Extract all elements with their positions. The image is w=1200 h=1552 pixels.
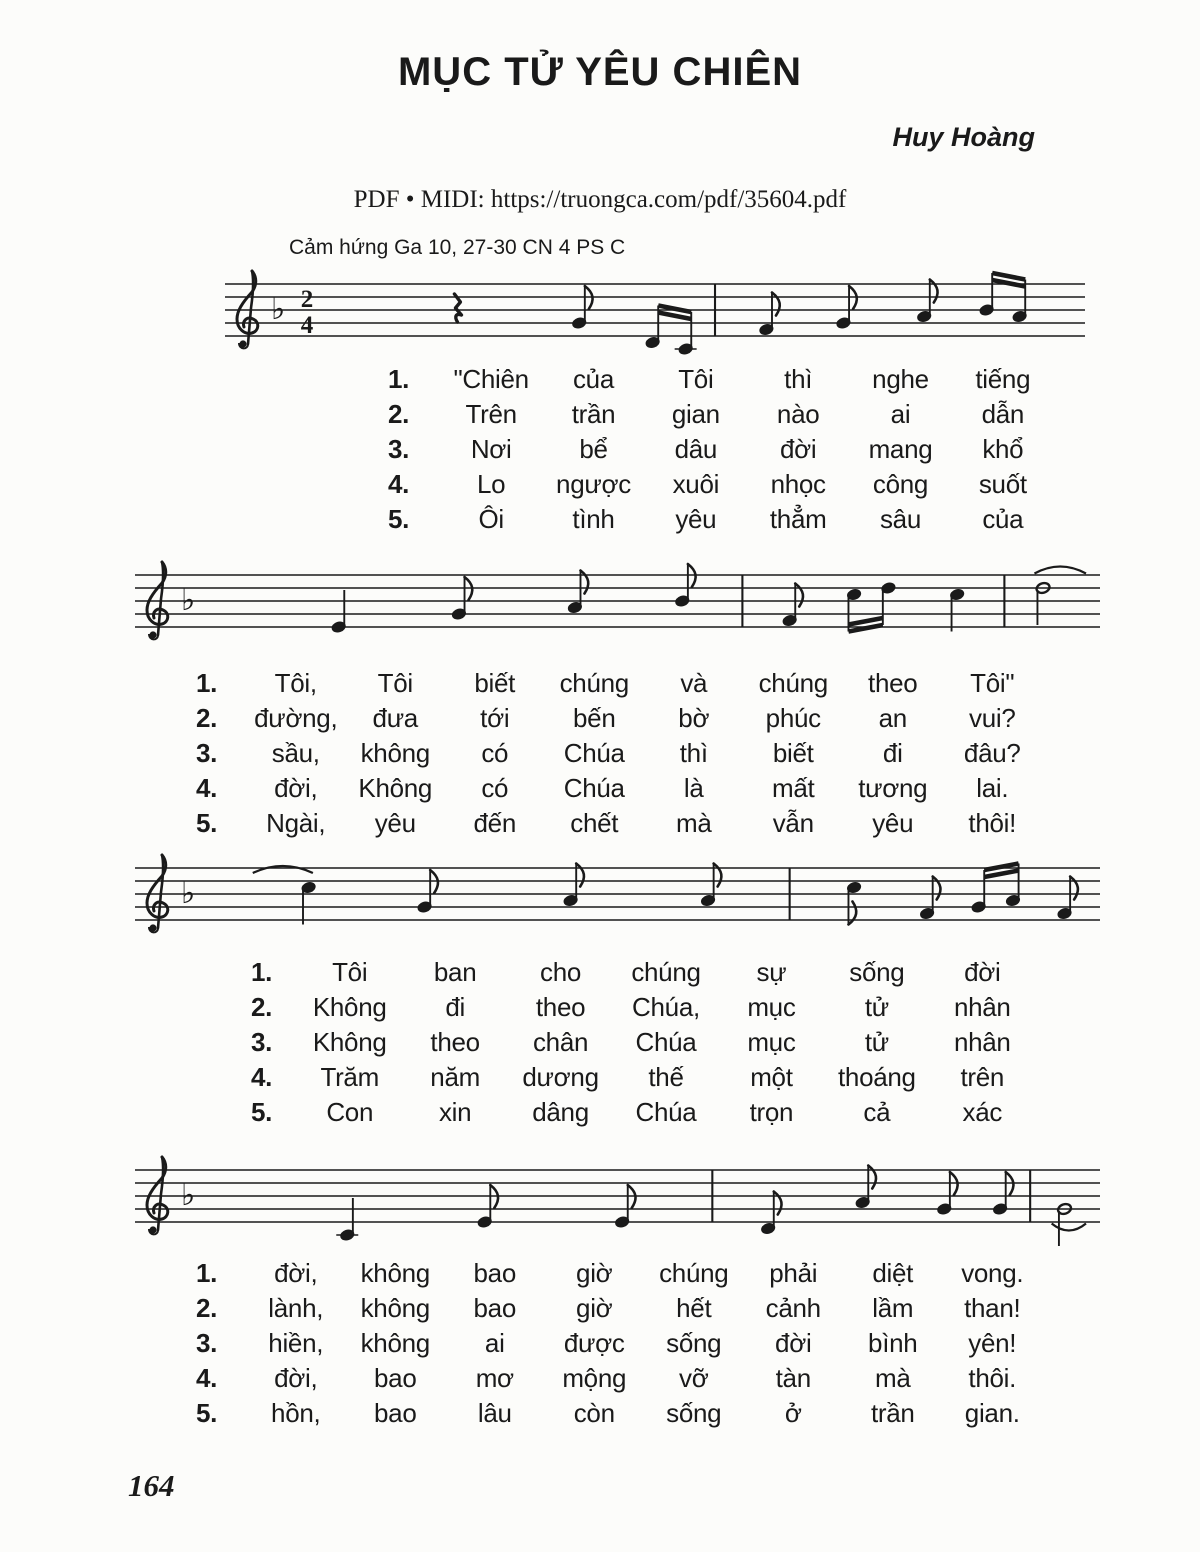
lyric-word: vỡ	[679, 1363, 709, 1393]
lyric-word: trên	[960, 1062, 1005, 1092]
lyric-word: dâu	[674, 434, 718, 464]
lyrics-block-4	[190, 1256, 1042, 1431]
lyric-word: đời,	[274, 773, 318, 803]
lyric-word: không	[360, 1328, 430, 1358]
lyric-word: đưa	[372, 703, 418, 733]
lyric-word: ở	[784, 1398, 802, 1428]
lyric-word: của	[572, 364, 614, 394]
lyric-word: đi	[445, 992, 465, 1022]
beam	[984, 864, 1018, 871]
lyric-word: ai	[484, 1328, 505, 1358]
lyric-word: là	[683, 773, 704, 803]
verse-number: 2.	[196, 703, 218, 733]
lyric-word: tàn	[775, 1363, 811, 1393]
lyric-word: Chúa	[635, 1097, 697, 1127]
eighth-flag	[868, 1166, 876, 1189]
lyric-word: nhân	[953, 1027, 1011, 1057]
verse-number: 3.	[196, 738, 218, 768]
lyric-word: đi	[882, 738, 903, 768]
lyric-word: mà	[675, 808, 712, 838]
lyric-word: theo	[868, 668, 918, 698]
verse-number: 5.	[196, 808, 218, 838]
lyric-word: tiếng	[975, 364, 1031, 394]
treble-clef-icon	[147, 562, 168, 624]
tie	[1052, 1224, 1086, 1231]
lyric-word: sống	[666, 1328, 722, 1358]
flat-sign: ♭	[181, 876, 196, 911]
verse-number: 2.	[388, 399, 410, 429]
eighth-flag	[580, 571, 588, 594]
lyric-word: theo	[430, 1027, 480, 1057]
lyric-word: sống	[849, 957, 905, 987]
lyric-word: "Chiên	[453, 364, 529, 394]
lyric-word: sâu	[879, 504, 921, 534]
song-title: MỤC TỬ YÊU CHIÊN	[397, 50, 803, 94]
eighth-flag	[576, 864, 584, 887]
lyric-word: sống	[666, 1398, 722, 1428]
lyric-word: Không	[358, 773, 433, 803]
lyric-word: tử	[864, 992, 889, 1022]
beam	[658, 306, 691, 313]
verse-number: 1.	[251, 957, 273, 987]
lyric-word: xác	[962, 1097, 1003, 1127]
beam	[992, 280, 1025, 287]
verse-number: 3.	[196, 1328, 218, 1358]
verse-number: 5.	[196, 1398, 218, 1428]
lyric-word: Chúa	[563, 738, 625, 768]
lyric-word: gian	[671, 399, 720, 429]
lyric-word: mang	[868, 434, 933, 464]
lyric-word: bao	[473, 1258, 516, 1288]
verse-number: 5.	[251, 1097, 273, 1127]
composer-credit: Huy Hoàng	[892, 122, 1035, 152]
pdf-midi-link[interactable]: PDF • MIDI: https://truongca.com/pdf/35604.pdf	[353, 186, 847, 213]
lyric-word: sự	[756, 957, 787, 987]
lyric-word: cả	[863, 1097, 891, 1127]
eighth-flag	[714, 864, 722, 887]
flat-sign: ♭	[271, 292, 286, 327]
lyric-word: xuôi	[672, 469, 720, 499]
lyric-word: Con	[326, 1097, 374, 1127]
lyric-word: của	[982, 504, 1024, 534]
lyric-word: Nơi	[470, 434, 512, 464]
lyric-word: đời	[779, 434, 817, 464]
lyric-word: bao	[374, 1398, 417, 1428]
lyric-word: thoáng	[837, 1062, 916, 1092]
verse-number: 4.	[196, 773, 218, 803]
lyric-word: mộng	[562, 1363, 627, 1393]
lyric-word: nào	[776, 399, 820, 429]
lyric-word: đời	[775, 1328, 812, 1358]
eighth-flag	[930, 280, 938, 303]
lyric-word: yên!	[968, 1328, 1017, 1358]
lyric-word: và	[680, 668, 708, 698]
lyric-word: an	[878, 703, 907, 733]
lyric-word: lâu	[477, 1398, 512, 1428]
beam	[992, 273, 1025, 280]
lyric-word: không	[360, 1293, 430, 1323]
lyric-word: phúc	[765, 703, 821, 733]
treble-clef-icon	[237, 271, 258, 333]
verse-number: 5.	[388, 504, 410, 534]
flat-sign: ♭	[181, 583, 196, 618]
staff-3	[135, 836, 1100, 954]
lyric-word: cảnh	[765, 1293, 821, 1323]
lyric-word: Ôi	[478, 504, 504, 534]
flat-sign: ♭	[181, 1178, 196, 1213]
lyric-word: được	[563, 1328, 625, 1358]
lyric-word: chết	[570, 808, 619, 838]
lyric-word: biết	[772, 738, 814, 768]
eighth-flag	[795, 584, 803, 607]
lyric-word: nhân	[953, 992, 1011, 1022]
staff-1	[225, 252, 1085, 370]
lyric-word: chúng	[659, 1258, 729, 1288]
lyric-word: Tôi	[377, 668, 413, 698]
lyric-word: mơ	[475, 1363, 514, 1393]
verse-number: 2.	[251, 992, 273, 1022]
lyric-word: Tôi"	[970, 668, 1015, 698]
eighth-flag	[933, 877, 941, 900]
lyric-word: vui?	[969, 703, 1016, 733]
lyric-word: đời	[964, 957, 1001, 987]
beam	[848, 618, 882, 625]
lyric-word: biết	[474, 668, 516, 698]
lyric-word: công	[872, 469, 929, 499]
lyric-word: Trăm	[320, 1062, 379, 1092]
lyric-word: hết	[676, 1293, 712, 1323]
lyric-word: có	[481, 773, 509, 803]
lyric-word: giờ	[576, 1293, 613, 1323]
eighth-flag	[774, 1192, 782, 1215]
lyric-word: còn	[573, 1398, 615, 1428]
beam	[848, 625, 882, 632]
lyric-word: chúng	[559, 668, 629, 698]
treble-clef-icon	[147, 855, 168, 917]
lyrics-block-2	[190, 666, 1042, 841]
lyric-word: dâng	[532, 1097, 589, 1127]
lyric-word: lai.	[976, 773, 1009, 803]
lyric-word: gian.	[964, 1398, 1020, 1428]
lyric-word: chúng	[631, 957, 701, 987]
lyric-word: Chúa	[635, 1027, 697, 1057]
lyric-word: không	[360, 738, 430, 768]
lyric-word: diệt	[872, 1258, 914, 1288]
lyric-word: trọn	[749, 1097, 794, 1127]
treble-clef-icon	[147, 1157, 168, 1219]
lyric-word: đời,	[274, 1363, 318, 1393]
lyric-word: thôi.	[968, 1363, 1017, 1393]
lyric-word: Lo	[477, 469, 506, 499]
lyric-word: năm	[430, 1062, 480, 1092]
lyric-word: lầm	[872, 1293, 914, 1323]
tie	[253, 866, 313, 873]
lyric-word: bình	[868, 1328, 918, 1358]
lyric-word: chân	[532, 1027, 589, 1057]
lyric-word: hiền,	[268, 1328, 324, 1358]
lyric-word: than!	[964, 1293, 1021, 1323]
lyric-word: giờ	[576, 1258, 613, 1288]
lyric-word: Ngài,	[266, 808, 326, 838]
lyric-word: bờ	[678, 703, 710, 733]
lyric-word: thế	[648, 1062, 684, 1092]
lyric-word: mục	[747, 1027, 796, 1057]
eighth-flag	[1070, 877, 1078, 900]
lyric-word: vẫn	[772, 808, 814, 838]
lyric-word: cho	[540, 957, 582, 987]
verse-number: 1.	[196, 1258, 218, 1288]
lyric-word: bao	[374, 1363, 417, 1393]
lyric-word: không	[360, 1258, 430, 1288]
lyric-word: dương	[522, 1062, 599, 1092]
page-number: 164	[128, 1468, 175, 1503]
lyric-word: tử	[864, 1027, 889, 1057]
lyric-word: phải	[769, 1258, 818, 1288]
time-signature: 4	[300, 312, 314, 339]
lyric-word: bến	[573, 703, 616, 733]
verse-number: 2.	[196, 1293, 218, 1323]
quarter-rest	[454, 294, 461, 322]
verse-number: 1.	[196, 668, 218, 698]
lyric-word: nhọc	[770, 469, 826, 499]
lyric-word: ngược	[556, 469, 631, 499]
lyric-word: yêu	[675, 504, 717, 534]
lyric-word: suốt	[978, 469, 1027, 499]
lyric-word: dẫn	[981, 399, 1025, 429]
lyric-word: một	[750, 1062, 793, 1092]
lyric-word: Tôi,	[274, 668, 317, 698]
lyric-word: mà	[874, 1363, 911, 1393]
lyric-word: đâu?	[963, 738, 1021, 768]
lyric-word: khổ	[982, 434, 1024, 464]
lyric-word: Không	[312, 1027, 387, 1057]
lyric-word: ai	[890, 399, 911, 429]
verse-number: 4.	[388, 469, 410, 499]
inspiration-note: Cảm hứng Ga 10, 27-30 CN 4 PS C	[289, 236, 626, 259]
lyric-word: yêu	[872, 808, 914, 838]
lyric-word: yêu	[374, 808, 416, 838]
lyric-word: bao	[473, 1293, 516, 1323]
lyric-word: chúng	[758, 668, 828, 698]
staff-4	[135, 1138, 1100, 1256]
lyric-word: đến	[473, 808, 516, 838]
verse-number: 3.	[388, 434, 410, 464]
lyric-word: mục	[747, 992, 796, 1022]
lyric-word: lành,	[268, 1293, 324, 1323]
lyric-word: tương	[858, 773, 928, 803]
lyrics-block-1	[382, 362, 1054, 537]
time-signature: 2	[300, 286, 314, 313]
lyric-word: Chúa	[563, 773, 625, 803]
lyric-word: Chúa,	[632, 992, 700, 1022]
lyric-word: tới	[480, 703, 510, 733]
lyric-word: Tôi	[332, 957, 368, 987]
lyric-word: thôi!	[968, 808, 1017, 838]
verse-number: 4.	[251, 1062, 273, 1092]
lyric-word: xin	[438, 1097, 472, 1127]
lyric-word: mất	[772, 773, 815, 803]
lyric-word: đời,	[274, 1258, 318, 1288]
lyric-word: thì	[784, 364, 813, 394]
lyric-word: tình	[572, 504, 615, 534]
lyric-word: hồn,	[271, 1398, 321, 1428]
verse-number: 1.	[388, 364, 410, 394]
lyrics-block-3	[245, 955, 1035, 1130]
verse-number: 3.	[251, 1027, 273, 1057]
lyric-word: nghe	[872, 364, 929, 394]
eighth-flag	[772, 293, 780, 316]
beam	[658, 313, 691, 320]
lyric-word: sầu,	[271, 738, 320, 768]
lyric-word: theo	[535, 992, 586, 1022]
lyric-word: đường,	[254, 703, 338, 733]
lyric-word: Không	[312, 992, 387, 1022]
lyric-word: Trên	[465, 399, 517, 429]
tie	[1034, 567, 1086, 574]
lyric-word: có	[481, 738, 509, 768]
lyric-word: thẳm	[769, 504, 827, 534]
lyric-word: vong.	[961, 1258, 1024, 1288]
lyric-word: Tôi	[678, 364, 714, 394]
verse-number: 4.	[196, 1363, 218, 1393]
lyric-word: ban	[433, 957, 477, 987]
staff-2	[135, 543, 1100, 661]
beam	[984, 871, 1018, 878]
lyric-word: trần	[870, 1398, 915, 1428]
lyric-word: bể	[579, 434, 608, 464]
eighth-flag	[848, 902, 856, 925]
lyric-word: trần	[571, 399, 616, 429]
lyric-word: thì	[679, 738, 708, 768]
